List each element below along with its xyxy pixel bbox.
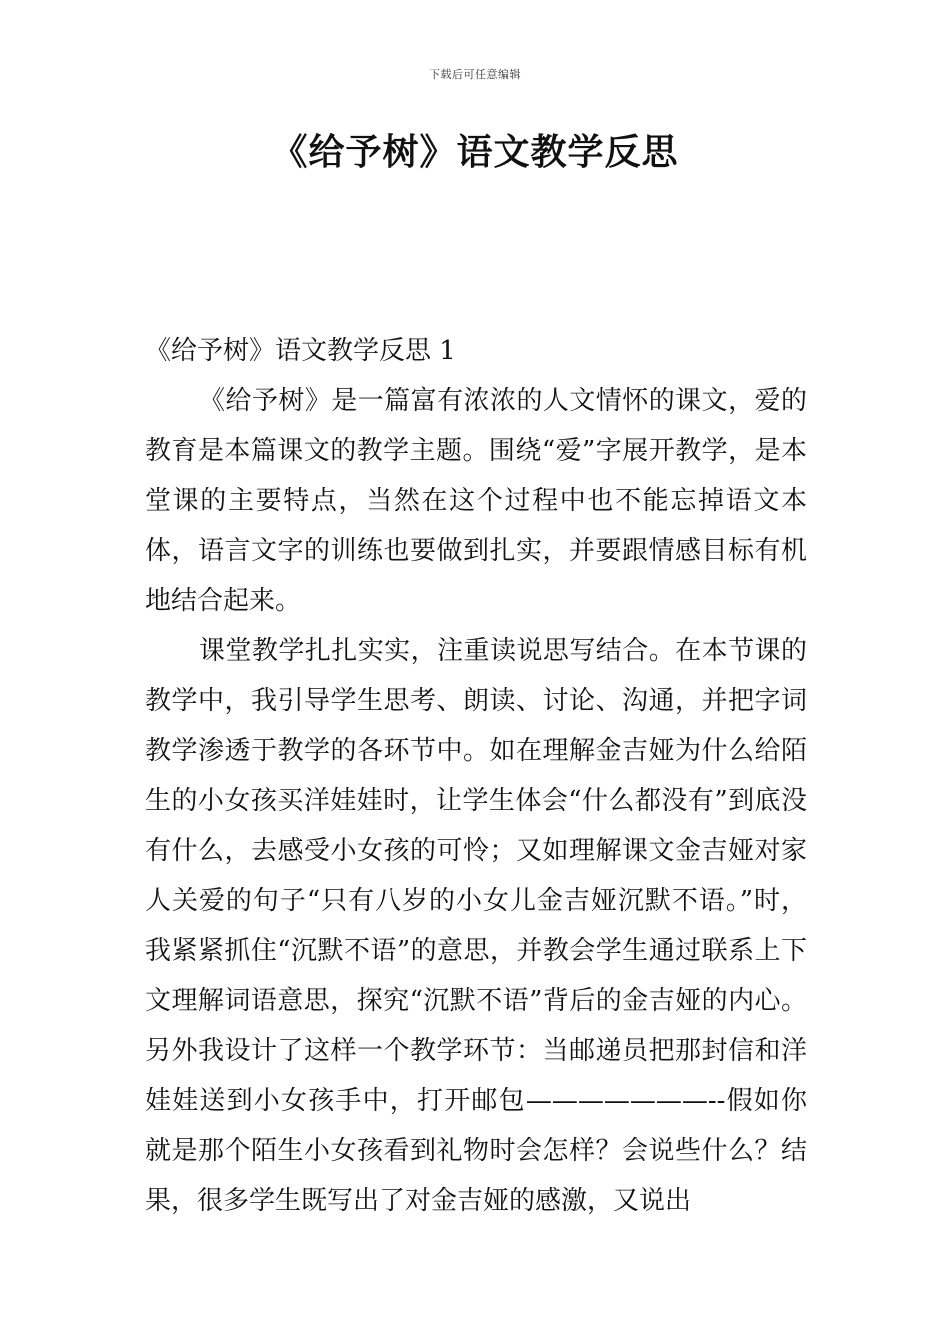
document-body <box>145 326 807 1226</box>
document-title: 《给予树》语文教学反思 <box>271 132 679 173</box>
paragraph-2: 课堂教学扎扎实实，注重读说思写结合。在本节课的教学中，我引导学生思考、朗读、讨论、沟通，并把字词教学渗透于教学的各环节中。如在理解金吉娅为什么给陌生的小女孩买洋娃娃时，让学生体会“什么都没有”到底没有什么，去感受小女孩的可怜；又如理解课文金吉娅对家人关爱的句子“只有八岁的小女儿金吉娅沉默不语。”时，我紧紧抓住“沉默不语”的意思，并教会学生通过联系上下文理解词语意思，探究“沉默不语”背后的金吉娅的内心。另外我设计了这样一个教学环节：当邮递员把那封信和洋娃娃送到小女孩手中，打开邮包———————--假如你就是那个陌生小女孩看到礼物时会怎样？会说些什么？结果，很多学生既写出了对金吉娅的感激，又说出 <box>145 636 807 1216</box>
header-note: 下载后可任意编辑 <box>429 68 521 81</box>
section-heading: 《给予树》语文教学反思 1 <box>145 336 456 366</box>
paragraph-1: 《给予树》是一篇富有浓浓的人文情怀的课文，爱的教育是本篇课文的教学主题。围绕“爱”字展开教学，是本堂课的主要特点，当然在这个过程中也不能忘掉语文本体，语言文字的训练也要做到扎实，并要跟情感目标有机地结合起来。 <box>145 386 807 616</box>
